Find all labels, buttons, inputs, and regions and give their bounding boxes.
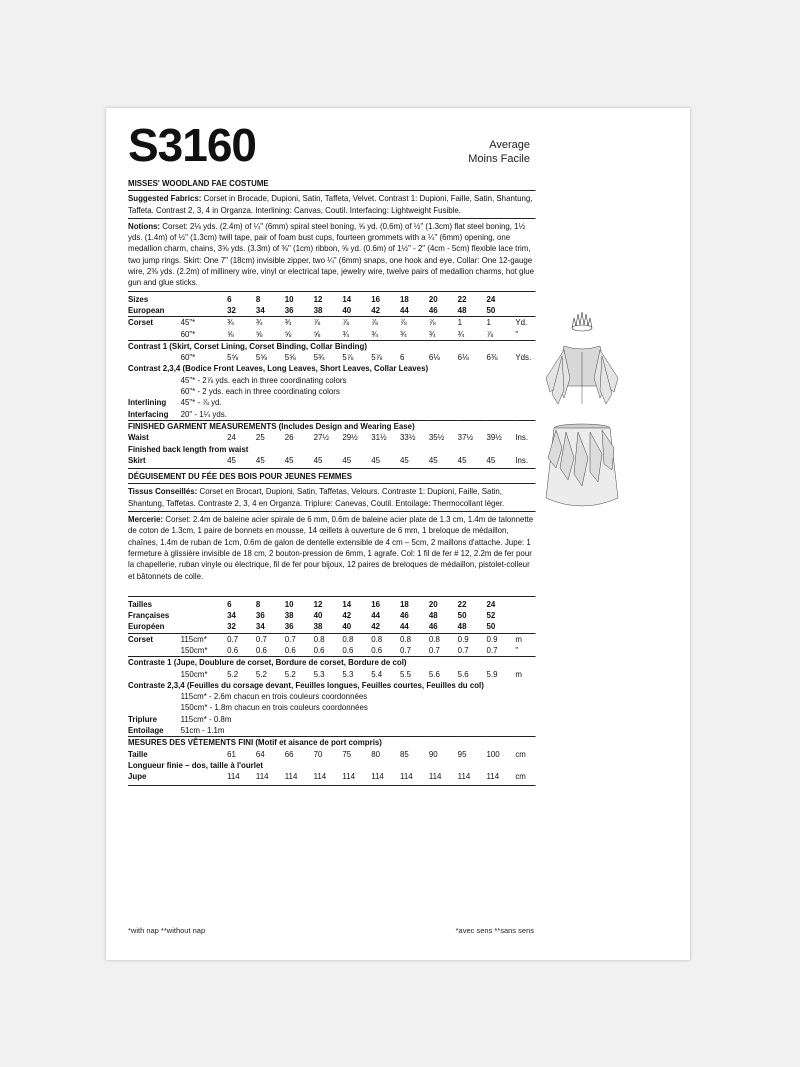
fr-taille-label: Taille (128, 748, 148, 759)
yardage-cell: 5.3 (342, 668, 354, 679)
size-cell: 36 (255, 610, 265, 621)
size-cell: 12 (313, 598, 323, 609)
yardage-cell: 0.6 (313, 644, 325, 655)
size-cell: 16 (371, 293, 381, 304)
yardage-cell: ¾ (371, 328, 378, 339)
yardage-cell: 0.8 (429, 633, 458, 645)
measure-cell: 61 (227, 748, 236, 759)
measure-cell: 45 (227, 454, 236, 465)
fr-tailles-label: Tailles (128, 598, 153, 609)
yardage-cell: 0.8 (400, 633, 429, 645)
fr-contrast1-row (128, 669, 536, 680)
fr-entoilage-row (128, 725, 536, 737)
en-interlining-text: 45"* - ⅞ yd. (180, 397, 222, 408)
yardage-cell: 0.7 (400, 644, 412, 655)
en-interlining-row (128, 397, 536, 408)
measure-cell: 80 (371, 748, 381, 759)
fr-finished-label: MESURES DES VÊTEMENTS FINI (Motif et aisance de port compris) (128, 737, 536, 749)
size-cell: 40 (342, 304, 352, 315)
size-cell: 14 (342, 598, 352, 609)
en-interlining-label: Interlining (128, 397, 167, 408)
yardage-cell: 5.3 (313, 668, 325, 679)
measure-cell: 25 (255, 432, 265, 443)
measure-cell: 39½ (486, 432, 502, 443)
size-cell: 34 (255, 304, 265, 315)
yardage-cell: 0.8 (342, 633, 371, 645)
size-cell: 44 (400, 621, 409, 632)
fr-contrast234-label: Contraste 2,3,4 (Feuilles du corsage devant, Feuilles longues, Feuilles courtes, Feuilles du col) (128, 679, 484, 690)
en-interfacing-text: 20" - 1¼ yds. (180, 408, 227, 419)
measure-cell: 45 (342, 454, 352, 465)
fr-entoilage-text: 51cm - 1.1m (180, 725, 225, 736)
measure-cell: 45 (428, 454, 438, 465)
pattern-envelope-back (106, 108, 690, 960)
en-waist-row (128, 432, 536, 443)
yardage-cell: ⅞ (486, 328, 494, 339)
size-cell: 18 (400, 598, 409, 609)
en-notions (128, 221, 536, 292)
contrast-line: 115cm* - 2.6m chacun en trois couleurs coordonnées (180, 691, 368, 702)
size-cell: 24 (486, 598, 496, 609)
measure-cell: 114 (342, 771, 355, 782)
fr-corset-row-2 (128, 645, 536, 657)
fr-taille-row (128, 749, 536, 760)
size-cell: 40 (313, 610, 323, 621)
measure-cell: 27½ (313, 432, 329, 443)
unit-cell: Ins. (515, 454, 529, 465)
measure-cell: 64 (255, 748, 265, 759)
fr-notions-text: Corset: 2.4m de baleine acier spirale de 6 mm, 0.6m de baleine acier plate de 1.3 cm, 1.4m de talonnette de coton de 1.3cm, 1 paire de bonnets en mousse, 14 œillets à ouverture de 6 mm, 1 breloque de médaillon, chaînes, 1.4m de ruban de 1cm, 0.6m de galon de dentelle extensible de 4 cm – 5cm, 2 maillons d'attache. Jupe: 1 fermeture à glissière invisible de 18 cm, 2 bouton-pression de 6mm, 1 agrafe. Col: 1 fil de fer # 12, 2.2m de fer pour la chapellerie, ruban vinyle ou électrique, fil de fer pour bijoux, 12 paires de breloques de médaillon, pistolet-colleur et bâtonnets de colle. (128, 514, 534, 581)
size-cell: 24 (486, 293, 496, 304)
fr-jupe-row (128, 771, 536, 782)
en-yardage-table (128, 294, 536, 466)
contrast-line: 60"* - 2 yds. each in three coordinating colors (180, 386, 340, 397)
en-skirt-label: Skirt (128, 454, 146, 465)
size-cell: 42 (342, 610, 352, 621)
fr-europeen-row (128, 621, 536, 633)
measure-cell: 85 (400, 748, 409, 759)
measure-cell: 45 (284, 454, 294, 465)
size-cell: 8 (255, 598, 261, 609)
yardage-cell: 5.6 (457, 668, 469, 679)
en-skirt-row (128, 455, 536, 466)
size-cell: 22 (457, 293, 467, 304)
size-cell: 46 (428, 304, 438, 315)
fr-longueur-header (128, 760, 536, 771)
fr-notions-label: Mercerie: (128, 514, 164, 525)
yardage-cell: 0.9 (486, 633, 515, 645)
fr-triplure-label: Triplure (128, 713, 158, 724)
size-cell: 12 (313, 293, 323, 304)
fr-triplure-row (128, 714, 536, 725)
size-cell: 36 (284, 304, 294, 315)
size-cell: 42 (371, 621, 381, 632)
measure-cell: 45 (486, 454, 496, 465)
measure-cell: 45 (255, 454, 265, 465)
measure-cell: 114 (486, 771, 500, 782)
en-notions-label: Notions: (128, 220, 161, 231)
yardage-cell: 5.4 (371, 668, 383, 679)
size-cell: 44 (400, 304, 409, 315)
yardage-cell: 0.6 (284, 644, 296, 655)
yardage-cell: ¾ (428, 328, 436, 339)
measure-cell: 114 (313, 771, 327, 782)
fr-contrast1-label: Contraste 1 (Jupe, Doublure de corset, Bordure de corset, Bordure de col) (128, 657, 536, 669)
width-cell: 150cm* (180, 644, 208, 655)
fr-corset-row-1 (128, 633, 536, 645)
size-cell: 38 (313, 621, 323, 632)
en-fabrics-label: Suggested Fabrics: (128, 193, 202, 204)
yardage-cell: 0.6 (227, 644, 239, 655)
yardage-cell: 6⅜ (486, 352, 498, 363)
yardage-cell: 5⅞ (342, 352, 354, 363)
yardage-cell: 6⅛ (428, 352, 440, 363)
contrast-line: 45"* - 2⅞ yds. each in three coordinating colors (180, 374, 347, 385)
measure-cell: 45 (313, 454, 323, 465)
footnote-fr: *avec sens **sans sens (455, 926, 534, 935)
fr-notions (128, 514, 536, 597)
size-cell: 16 (371, 598, 381, 609)
crown-illustration (572, 312, 592, 331)
size-cell: 52 (486, 610, 496, 621)
width-cell: 150cm* (180, 668, 208, 679)
fr-entoilage-label: Entoilage (128, 725, 164, 736)
measure-cell: 114 (227, 771, 240, 782)
size-cell: 50 (457, 610, 467, 621)
difficulty-en: Average (489, 139, 530, 151)
yardage-cell: 5⅝ (284, 352, 296, 363)
measure-cell: 24 (227, 432, 236, 443)
measure-cell: 95 (457, 748, 467, 759)
en-contrast1-row (128, 352, 536, 363)
size-cell: 10 (284, 598, 294, 609)
divider (128, 785, 536, 786)
fr-triplure-text: 115cm* - 0.8m (180, 713, 232, 724)
measure-cell: 114 (400, 771, 413, 782)
width-cell: 60"* (180, 352, 196, 363)
pattern-info (128, 178, 536, 788)
size-cell: 38 (284, 610, 294, 621)
fr-longueur-label: Longueur finie – dos, taille à l'ourlet (128, 759, 263, 770)
yardage-cell: 5.9 (486, 668, 498, 679)
width-cell: 115cm* (181, 633, 228, 645)
size-cell: 42 (371, 304, 381, 315)
fr-europeen-label: Européen (128, 621, 165, 632)
size-cell: 48 (457, 304, 467, 315)
yardage-cell: ¾ (227, 317, 256, 329)
skirt-illustration (546, 424, 618, 506)
en-european-label: European (128, 304, 165, 315)
yardage-cell: 5⅞ (371, 352, 383, 363)
measure-cell: 29½ (342, 432, 358, 443)
en-sizes-row (128, 294, 536, 305)
contrast-line: 150cm* - 1.8m chacun en trois couleurs coordonnées (180, 702, 368, 713)
en-corset-row-1 (128, 317, 536, 329)
fr-yardage-table (128, 599, 536, 783)
size-cell: 50 (486, 621, 496, 632)
size-cell: 48 (457, 621, 467, 632)
fr-francaises-label: Françaises (128, 610, 170, 621)
en-corset-row-2 (128, 329, 536, 341)
size-cell: 8 (255, 293, 261, 304)
unit-cell: m (515, 668, 522, 679)
fr-fabrics-label: Tissus Conseillés: (128, 486, 198, 497)
yardage-cell: 1 (486, 317, 515, 329)
size-cell: 44 (371, 610, 381, 621)
measure-cell: 114 (457, 771, 471, 782)
en-contrast234-line-1 (128, 375, 536, 386)
measure-cell: 114 (284, 771, 298, 782)
en-european-row (128, 305, 536, 317)
yardage-cell: ⅞ (314, 317, 343, 329)
yardage-cell: ⅝ (255, 328, 263, 339)
measure-cell: 70 (313, 748, 323, 759)
yardage-cell: 5.5 (400, 668, 412, 679)
en-interfacing-row (128, 409, 536, 421)
en-back-length-header (128, 444, 536, 455)
yardage-cell: 5⅝ (227, 352, 239, 363)
yardage-cell: 5.2 (284, 668, 296, 679)
en-finished-label: FINISHED GARMENT MEASUREMENTS (Includes Design and Wearing Ease) (128, 420, 536, 432)
unit-cell: " (515, 644, 519, 655)
measure-cell: 114 (428, 771, 442, 782)
yardage-cell: 5.2 (227, 668, 239, 679)
size-cell: 6 (227, 293, 232, 304)
size-cell: 22 (457, 598, 467, 609)
en-interfacing-label: Interfacing (128, 408, 169, 419)
size-cell: 46 (428, 621, 438, 632)
yardage-cell: 0.7 (486, 644, 498, 655)
size-cell: 20 (428, 293, 438, 304)
fr-title: DÉGUISEMENT DU FÉE DES BOIS POUR JEUNES FEMMES (128, 471, 536, 484)
size-cell: 46 (400, 610, 409, 621)
yardage-cell: 0.6 (342, 644, 354, 655)
divider (128, 468, 536, 469)
yardage-cell: 5.6 (428, 668, 440, 679)
yardage-cell: 6 (400, 352, 405, 363)
yardage-cell: 0.8 (314, 633, 343, 645)
en-sizes-label: Sizes (128, 293, 149, 304)
fr-finished-header (128, 737, 536, 749)
fr-contrast1-header (128, 657, 536, 669)
en-fabrics (128, 193, 536, 219)
fr-francaises-row (128, 610, 536, 621)
fr-corset-label: Corset (128, 633, 181, 645)
en-contrast234-label: Contrast 2,3,4 (Bodice Front Leaves, Long Leaves, Short Leaves, Collar Leaves) (128, 363, 429, 374)
yardage-cell: ⅝ (284, 328, 292, 339)
measure-cell: 26 (284, 432, 294, 443)
fr-contrast234-line-1 (128, 691, 536, 702)
unit-cell: Yd. (515, 317, 535, 329)
en-notions-text: Corset: 2⅛ yds. (2.4m) of ¼" (6mm) spiral steel boning, ⅝ yd. (0.6m) of ½" (1.3cm) flat steel boning, 1½ yds. (1.4m) of ½" (1.3cm) twill tape, pair of foam bust cups, fourteen grommets with a ¼" (6mm) opening, one medallion charm, chains, 3⅝ yds. (3.3m) of ⅜" (1cm) ribbon, ⅝ yd. (0.6m) of 1½" - 2" (4cm - 5cm) flexible lace trim, two jump rings. Skirt: One 7" (18cm) invisible zipper, two ¼" (6mm) snaps, one hook and eye. Collar: One 12-gauge wire, 2⅜ yds. (2.2m) of millinery wire, vinyl or electrical tape, jewelry wire, twelve pairs of medallion charms, hot glue gun and glue sticks. (128, 220, 535, 288)
size-cell: 32 (227, 304, 236, 315)
yardage-cell: 0.7 (256, 633, 285, 645)
en-back-length-label: Finished back length from waist (128, 443, 249, 454)
unit-cell: Yds. (515, 352, 532, 363)
yardage-cell: 5¾ (313, 352, 325, 363)
measure-cell: 75 (342, 748, 352, 759)
en-finished-header (128, 420, 536, 432)
measure-cell: 45 (457, 454, 467, 465)
measure-cell: 33½ (400, 432, 416, 443)
width-cell: 45"* (181, 317, 228, 329)
corset-illustration (546, 346, 618, 404)
en-corset-label: Corset (128, 317, 181, 329)
size-cell: 32 (227, 621, 236, 632)
measure-cell: 45 (371, 454, 381, 465)
yardage-cell: ⅞ (429, 317, 458, 329)
en-contrast234-header (128, 363, 536, 374)
size-cell: 36 (284, 621, 294, 632)
size-cell: 38 (313, 304, 323, 315)
en-waist-label: Waist (128, 432, 149, 443)
yardage-cell: 0.7 (457, 644, 469, 655)
pattern-number: S3160 (128, 119, 257, 171)
size-cell: 6 (227, 598, 232, 609)
yardage-cell: 0.6 (255, 644, 267, 655)
size-cell: 14 (342, 293, 352, 304)
difficulty-fr: Moins Facile (468, 153, 530, 165)
width-cell: 60"* (180, 328, 196, 339)
size-cell: 10 (284, 293, 294, 304)
measure-cell: 90 (428, 748, 438, 759)
yardage-cell: 5⅝ (255, 352, 267, 363)
measure-cell: 35½ (428, 432, 445, 443)
yardage-cell: 0.7 (285, 633, 314, 645)
measure-cell: 31½ (371, 432, 387, 443)
size-cell: 48 (428, 610, 438, 621)
yardage-cell: ⅝ (227, 328, 234, 339)
yardage-cell: 1 (458, 317, 487, 329)
yardage-cell: ¾ (400, 328, 407, 339)
unit-cell: Ins. (515, 432, 529, 443)
costume-illustrations (544, 308, 644, 528)
unit-cell: cm (515, 748, 526, 759)
yardage-cell: 5.2 (255, 668, 267, 679)
measure-cell: 100 (486, 748, 500, 759)
measure-cell: 114 (371, 771, 384, 782)
en-contrast234-line-2 (128, 386, 536, 397)
measure-cell: 37½ (457, 432, 474, 443)
en-title: MISSES' WOODLAND FAE COSTUME (128, 178, 536, 191)
yardage-cell: ⅞ (400, 317, 429, 329)
footnote-en: *with nap **without nap (128, 926, 206, 935)
fr-jupe-label: Jupe (128, 771, 147, 782)
size-cell: 50 (486, 304, 496, 315)
size-cell: 20 (428, 598, 438, 609)
measure-cell: 45 (400, 454, 409, 465)
fr-contrast234-line-2 (128, 702, 536, 713)
yardage-cell: ¾ (342, 328, 349, 339)
yardage-cell: ⅞ (371, 317, 400, 329)
fr-tailles-row (128, 599, 536, 610)
yardage-cell: 0.6 (371, 644, 383, 655)
measure-cell: 66 (284, 748, 294, 759)
fr-fabrics (128, 486, 536, 512)
fr-contrast234-header (128, 680, 536, 691)
yardage-cell: 0.7 (227, 633, 256, 645)
difficulty-label (468, 138, 530, 166)
yardage-cell: ¾ (285, 317, 314, 329)
yardage-cell: ⅝ (313, 328, 321, 339)
size-cell: 34 (255, 621, 265, 632)
yardage-cell: ¾ (256, 317, 285, 329)
yardage-cell: 0.7 (428, 644, 440, 655)
size-cell: 18 (400, 293, 409, 304)
en-contrast1-label: Contrast 1 (Skirt, Corset Lining, Corset Binding, Collar Binding) (128, 340, 536, 352)
yardage-cell: ¾ (457, 328, 465, 339)
fr-fabrics-text: Corset en Brocart, Dupioni, Satin, Taffetas, Velours. Contraste 1: Dupioni, Faille, Satin, Shantung, Taffetas. Contraste 2, 3, 4 en Organza. Triplure: Canevas, Coutil. Entoilage: Thermocollant léger. (128, 486, 505, 508)
yardage-cell: ⅞ (342, 317, 371, 329)
en-fabrics-text: Corset in Brocade, Dupioni, Satin, Taffeta, Velvet. Contrast 1: Dupioni, Faille, Satin, Shantung, Taffeta. Contrast 2, 3, 4 in Organza. Interlining: Canvas, Coutil. Interfacing: Lightweight Fusible. (128, 193, 533, 215)
yardage-cell: 0.8 (371, 633, 400, 645)
measure-cell: 114 (255, 771, 269, 782)
yardage-cell: 0.9 (458, 633, 487, 645)
yardage-cell: 6⅛ (457, 352, 469, 363)
unit-cell: " (515, 328, 519, 339)
size-cell: 40 (342, 621, 352, 632)
unit-cell: cm (515, 771, 526, 782)
unit-cell: m (515, 633, 535, 645)
size-cell: 34 (227, 610, 236, 621)
en-contrast1-header (128, 340, 536, 352)
